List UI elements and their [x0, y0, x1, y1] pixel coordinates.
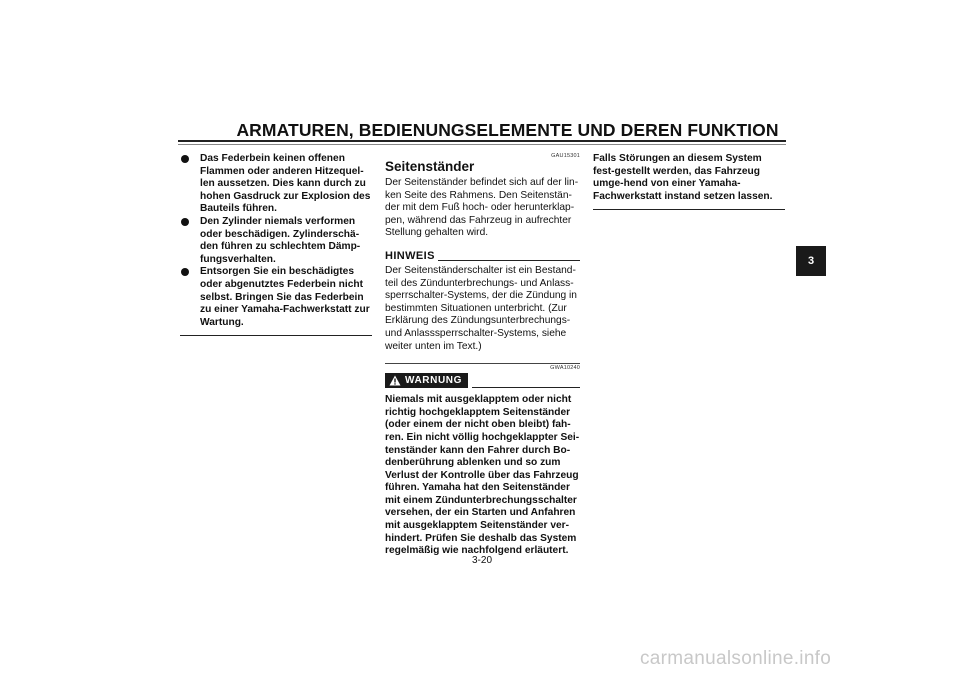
note-heading-line: [438, 260, 580, 261]
bullet-dot-icon: [181, 155, 189, 163]
warning-triangle-icon: [389, 375, 401, 386]
warning-badge: [385, 373, 468, 388]
section-code: GAU15301: [551, 153, 580, 159]
middle-column: [385, 153, 580, 558]
bullet-dot-icon: [181, 268, 189, 276]
section-title: Seitenständer: [385, 159, 475, 174]
watermark: carmanualsonline.info: [640, 648, 832, 669]
bullet-item: [180, 266, 372, 329]
warning-text: Niemals mit ausgeklapptem oder nicht richtig hochgeklapptem Seitenständer (oder einem der nicht oben bleibt) fah-ren. Ein nicht völlig hochgeklappter Sei-tenständer kann den Fahrer durch Bo-denberührung ablenken und so zum Verlust der Kontrolle über das Fahrzeug führen. Yamaha hat den Seitenständer mit einem Zündunterbrechungsschalter versehen, der ein Starten und Anfahren mit ausgeklapptem Seitenständer ver-hindert. Prüfen Sie deshalb das System regelmäßig wie nachfolgend erläutert.: [385, 394, 580, 557]
warning-code: GWA10240: [550, 365, 580, 372]
note-end-rule: [385, 363, 580, 364]
bullet-text: Das Federbein keinen offenen Flammen oder anderen Hitzequel-len aussetzen. Dies kann durch zu hohen Gasdruck zur Explosion des Bauteils führen.: [200, 153, 371, 215]
warning-label: WARNUNG: [405, 375, 462, 387]
section-body: Der Seitenständer befindet sich auf der lin-ken Seite des Rahmens. Den Seitenstän-der mit dem Fuß hoch- oder herunterklap-pen, während das Fahrzeug in aufrechter Stellung gehalten wird.: [385, 177, 579, 239]
header-rule: [178, 140, 786, 142]
note-label: HINWEIS: [385, 249, 435, 262]
note-heading: [385, 251, 580, 262]
note-text: Der Seitenständerschalter ist ein Bestand-teil des Zündunterbrechungs- und Anlass-sperrschalter-Systems, der die Zündung in bestimmten Situationen unterbricht. (Zur Erklärung des Zündungsunterbrechungs- und Anlasssperrschalter-Systems, siehe weiter unten im Text.): [385, 264, 577, 352]
bullet-item: [180, 153, 372, 216]
bullet-dot-icon: [181, 218, 189, 226]
page-number: 3-20: [471, 555, 492, 566]
left-column: [180, 153, 372, 336]
header-rule-secondary: [178, 144, 786, 145]
bullet-text: Den Zylinder niemals verformen oder beschädigen. Zylinderschä-den führen zu schlechtem Dämp-fungsverhalten.: [200, 215, 361, 265]
warning-end-rule: [593, 209, 785, 210]
warning-heading-line: [472, 387, 580, 388]
chapter-tab: 3: [796, 246, 826, 276]
page-header-title: ARMATUREN, BEDIENUNGSELEMENTE UND DEREN FUNKTION: [236, 120, 779, 140]
warning-bullet-list: [180, 153, 372, 329]
end-of-warning-rule: [180, 335, 372, 336]
right-column-text: Falls Störungen an diesem System fest-gestellt werden, das Fahrzeug umge-hend von einer Yamaha-Fachwerkstatt instand setzen lassen.: [593, 153, 773, 202]
bullet-item: [180, 216, 372, 266]
warning-heading: [385, 373, 580, 388]
bullet-text: Entsorgen Sie ein beschädigtes oder abgenutztes Federbein nicht selbst. Bringen Sie das Federbein zu einer Yamaha-Fachwerkstatt zur Wartung.: [200, 266, 370, 328]
right-column: [593, 153, 785, 210]
